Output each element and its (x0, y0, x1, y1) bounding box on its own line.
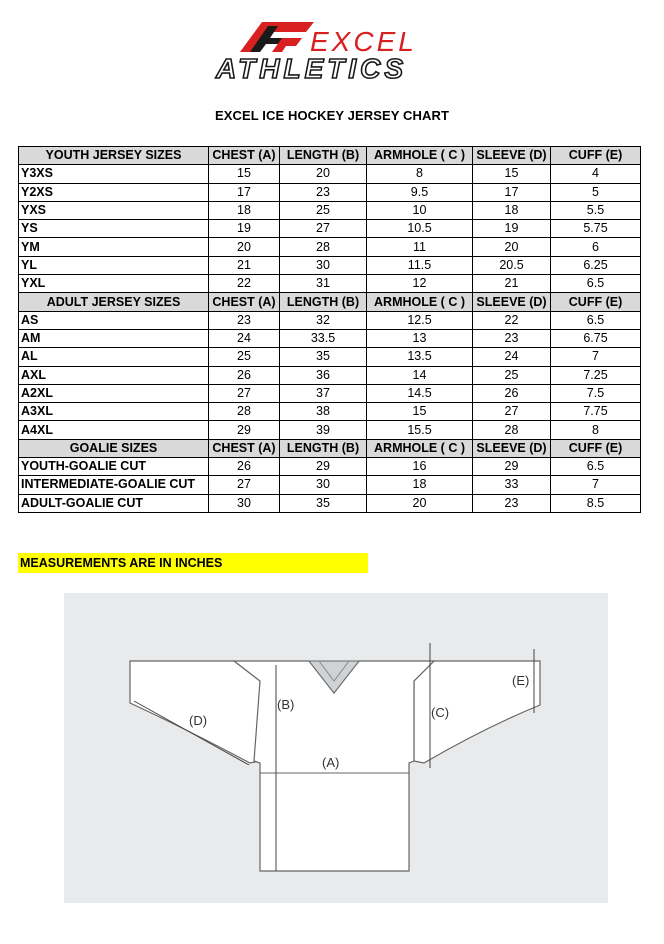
measurement-cell: 26 (473, 384, 551, 402)
measurement-cell: 23 (473, 329, 551, 347)
measurement-cell: 26 (209, 366, 280, 384)
measurement-cell: 32 (280, 311, 367, 329)
measurement-cell: 7 (551, 348, 641, 366)
measurement-cell: 8.5 (551, 494, 641, 512)
size-label: YM (19, 238, 209, 256)
measurement-cell: 33.5 (280, 329, 367, 347)
table-row (19, 256, 641, 274)
table-row (19, 494, 641, 512)
size-label: ADULT-GOALIE CUT (19, 494, 209, 512)
measurement-cell: 20.5 (473, 256, 551, 274)
measurement-cell: 14 (367, 366, 473, 384)
column-header: CUFF (E) (551, 293, 641, 311)
column-header: CUFF (E) (551, 439, 641, 457)
measurement-cell: 19 (473, 220, 551, 238)
table-row (19, 201, 641, 219)
measurement-cell: 39 (280, 421, 367, 439)
table-row (19, 403, 641, 421)
excel-athletics-logo-mark (210, 18, 480, 84)
measurement-cell: 6.25 (551, 256, 641, 274)
size-label: AXL (19, 366, 209, 384)
measurement-cell: 23 (473, 494, 551, 512)
size-label: YOUTH-GOALIE CUT (19, 458, 209, 476)
table-row (19, 165, 641, 183)
measurement-cell: 6.75 (551, 329, 641, 347)
excel-athletics-logo (210, 18, 480, 84)
measurement-cell: 19 (209, 220, 280, 238)
measurement-cell: 24 (209, 329, 280, 347)
column-header: SLEEVE (D) (473, 147, 551, 165)
measurement-cell: 29 (280, 458, 367, 476)
column-header: SLEEVE (D) (473, 439, 551, 457)
size-label: YS (19, 220, 209, 238)
column-header: ARMHOLE ( C ) (367, 293, 473, 311)
measurement-cell: 8 (367, 165, 473, 183)
label-b: (B) (277, 697, 295, 712)
measurement-cell: 15 (473, 165, 551, 183)
measurement-cell: 16 (367, 458, 473, 476)
column-header: ARMHOLE ( C ) (367, 147, 473, 165)
table-row (19, 476, 641, 494)
measurement-cell: 22 (209, 275, 280, 293)
measurement-cell: 12.5 (367, 311, 473, 329)
size-label: YXS (19, 201, 209, 219)
measurement-cell: 20 (280, 165, 367, 183)
label-a: (A) (322, 755, 340, 770)
size-label: AL (19, 348, 209, 366)
table-row (19, 458, 641, 476)
measurement-cell: 17 (209, 183, 280, 201)
measurement-cell: 20 (473, 238, 551, 256)
measurement-cell: 8 (551, 421, 641, 439)
section-title: GOALIE SIZES (19, 439, 209, 457)
measurement-cell: 17 (473, 183, 551, 201)
measurement-cell: 5.75 (551, 220, 641, 238)
measurement-cell: 29 (209, 421, 280, 439)
size-chart-table (18, 146, 641, 513)
column-header: ARMHOLE ( C ) (367, 439, 473, 457)
measurement-cell: 11.5 (367, 256, 473, 274)
table-row (19, 348, 641, 366)
size-label: Y2XS (19, 183, 209, 201)
measurement-cell: 37 (280, 384, 367, 402)
column-header: CHEST (A) (209, 293, 280, 311)
measurement-cell: 25 (473, 366, 551, 384)
measurement-cell: 23 (209, 311, 280, 329)
measurement-cell: 31 (280, 275, 367, 293)
measurement-cell: 33 (473, 476, 551, 494)
measurement-cell: 12 (367, 275, 473, 293)
measurement-cell: 11 (367, 238, 473, 256)
jersey-measurement-illustration (64, 593, 608, 903)
measurement-cell: 7.25 (551, 366, 641, 384)
measurement-cell: 30 (209, 494, 280, 512)
measurement-cell: 20 (367, 494, 473, 512)
column-header: LENGTH (B) (280, 147, 367, 165)
measurement-cell: 25 (280, 201, 367, 219)
size-label: YL (19, 256, 209, 274)
label-d: (D) (189, 713, 208, 728)
measurement-cell: 6.5 (551, 275, 641, 293)
chart-title: EXCEL ICE HOCKEY JERSEY CHART (214, 108, 450, 123)
measurement-cell: 5 (551, 183, 641, 201)
size-label: YXL (19, 275, 209, 293)
measurement-cell: 35 (280, 494, 367, 512)
measurement-cell: 25 (209, 348, 280, 366)
column-header: SLEEVE (D) (473, 293, 551, 311)
section-title: YOUTH JERSEY SIZES (19, 147, 209, 165)
measurement-cell: 18 (209, 201, 280, 219)
measurement-cell: 27 (473, 403, 551, 421)
size-label: A3XL (19, 403, 209, 421)
table-row (19, 183, 641, 201)
column-header: CHEST (A) (209, 439, 280, 457)
size-label: INTERMEDIATE-GOALIE CUT (19, 476, 209, 494)
measurement-note: MEASUREMENTS ARE IN INCHES (18, 553, 368, 573)
measurement-cell: 18 (367, 476, 473, 494)
label-e: (E) (512, 673, 530, 688)
measurement-cell: 4 (551, 165, 641, 183)
column-header: CHEST (A) (209, 147, 280, 165)
measurement-cell: 26 (209, 458, 280, 476)
measurement-cell: 15.5 (367, 421, 473, 439)
size-label: AM (19, 329, 209, 347)
measurement-cell: 6.5 (551, 311, 641, 329)
measurement-cell: 15 (367, 403, 473, 421)
measurement-cell: 27 (209, 476, 280, 494)
measurement-cell: 10 (367, 201, 473, 219)
measurement-cell: 28 (280, 238, 367, 256)
section-header-row (19, 147, 641, 165)
table-row (19, 384, 641, 402)
measurement-cell: 24 (473, 348, 551, 366)
size-label: A2XL (19, 384, 209, 402)
svg-text:EXCEL: EXCEL (310, 26, 417, 57)
measurement-cell: 7.75 (551, 403, 641, 421)
column-header: LENGTH (B) (280, 293, 367, 311)
measurement-cell: 29 (473, 458, 551, 476)
measurement-cell: 22 (473, 311, 551, 329)
size-label: A4XL (19, 421, 209, 439)
measurement-cell: 21 (209, 256, 280, 274)
table-row (19, 238, 641, 256)
table-row (19, 220, 641, 238)
measurement-cell: 6 (551, 238, 641, 256)
measurement-cell: 9.5 (367, 183, 473, 201)
svg-text:ATHLETICS: ATHLETICS (216, 53, 408, 84)
measurement-cell: 38 (280, 403, 367, 421)
measurement-cell: 27 (209, 384, 280, 402)
table-row (19, 366, 641, 384)
table-row (19, 311, 641, 329)
measurement-cell: 28 (473, 421, 551, 439)
measurement-cell: 7.5 (551, 384, 641, 402)
measurement-cell: 5.5 (551, 201, 641, 219)
measurement-cell: 35 (280, 348, 367, 366)
column-header: LENGTH (B) (280, 439, 367, 457)
measurement-cell: 21 (473, 275, 551, 293)
size-label: Y3XS (19, 165, 209, 183)
jersey-diagram (64, 593, 608, 903)
measurement-cell: 6.5 (551, 458, 641, 476)
table-row (19, 275, 641, 293)
measurement-cell: 30 (280, 476, 367, 494)
size-label: AS (19, 311, 209, 329)
measurement-cell: 30 (280, 256, 367, 274)
section-title: ADULT JERSEY SIZES (19, 293, 209, 311)
table-row (19, 329, 641, 347)
measurement-cell: 18 (473, 201, 551, 219)
measurement-cell: 13 (367, 329, 473, 347)
measurement-cell: 20 (209, 238, 280, 256)
measurement-cell: 23 (280, 183, 367, 201)
label-c: (C) (431, 705, 450, 720)
measurement-cell: 13.5 (367, 348, 473, 366)
measurement-cell: 14.5 (367, 384, 473, 402)
measurement-cell: 7 (551, 476, 641, 494)
column-header: CUFF (E) (551, 147, 641, 165)
section-header-row (19, 293, 641, 311)
table-row (19, 421, 641, 439)
measurement-cell: 27 (280, 220, 367, 238)
section-header-row (19, 439, 641, 457)
measurement-cell: 36 (280, 366, 367, 384)
measurement-cell: 15 (209, 165, 280, 183)
measurement-cell: 28 (209, 403, 280, 421)
measurement-cell: 10.5 (367, 220, 473, 238)
